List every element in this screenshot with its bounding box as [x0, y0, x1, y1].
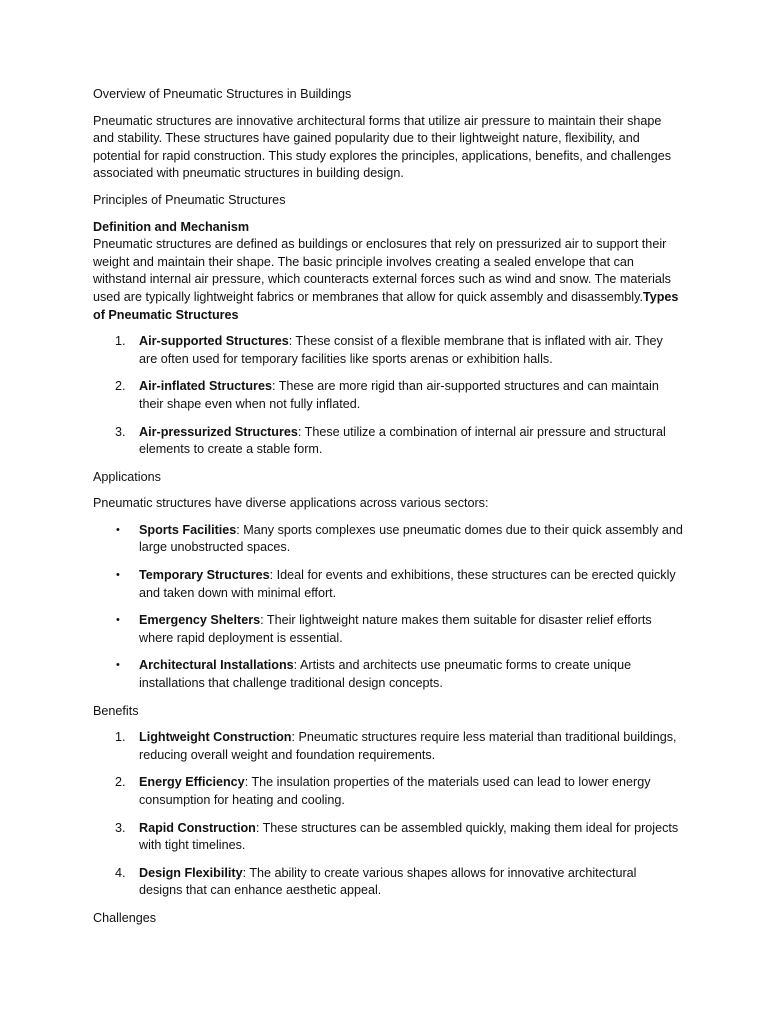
list-item-term: Energy Efficiency — [139, 775, 245, 790]
types-heading: Types of Pneumatic Structures — [93, 289, 679, 322]
list-item-desc: : These utilize a combination of internal air pressure and structural elements to create a stable form. — [139, 424, 666, 457]
list-number: 1. — [115, 730, 126, 745]
list-item — [93, 729, 683, 764]
document-title: Overview of Pneumatic Structures in Buildings — [93, 87, 352, 101]
list-item-desc: : The ability to create various shapes allows for innovative architectural designs that can enhance aesthetic appeal. — [139, 865, 637, 898]
list-item-term: Air-pressurized Structures — [139, 424, 298, 439]
benefits-list — [93, 729, 683, 900]
benefits-heading: Benefits — [93, 703, 139, 718]
principles-heading: Principles of Pneumatic Structures — [93, 192, 286, 207]
list-item-term: Air-inflated Structures — [139, 379, 272, 394]
list-item — [93, 333, 683, 368]
list-item-term: Emergency Shelters — [139, 613, 261, 628]
list-item-term: Rapid Construction — [139, 820, 256, 835]
list-item-desc: : These structures can be assembled quickly, making them ideal for projects with tight timelines. — [139, 820, 679, 853]
list-item — [93, 378, 683, 413]
list-item — [93, 567, 683, 602]
list-number: 2. — [115, 775, 126, 790]
bullet-marker: • — [116, 569, 120, 582]
list-item-term: Architectural Installations — [139, 658, 294, 673]
definition-subheading: Definition and Mechanism — [93, 219, 250, 234]
applications-heading: Applications — [93, 469, 161, 484]
list-item — [93, 774, 683, 809]
bullet-marker: • — [116, 523, 120, 536]
list-item-desc: : Artists and architects use pneumatic forms to create unique installations that challenge traditional design concepts. — [139, 658, 632, 691]
types-list — [93, 333, 683, 459]
list-item — [93, 522, 683, 557]
list-number: 1. — [115, 334, 126, 349]
definition-paragraph — [93, 236, 683, 324]
list-number: 2. — [115, 379, 126, 394]
list-number: 3. — [115, 820, 126, 835]
list-item-desc: : These are more rigid than air-supported structures and can maintain their shape even when not fully inflated. — [139, 379, 659, 411]
list-item-term: Air-supported Structures — [139, 334, 289, 349]
list-number: 3. — [115, 424, 126, 439]
list-item-term: Sports Facilities — [139, 522, 237, 537]
applications-list — [93, 522, 683, 693]
list-item-desc: : Ideal for events and exhibitions, these structures can be erected quickly and taken down with minimal effort. — [139, 568, 676, 600]
list-item-desc: : The insulation properties of the materials used can lead to lower energy consumption for heating and cooling. — [139, 775, 651, 807]
list-item — [93, 865, 683, 900]
list-item-term: Temporary Structures — [139, 568, 270, 583]
list-item — [93, 657, 683, 692]
definition-body: Pneumatic structures are defined as buildings or enclosures that rely on pressurized air to support their weight and maintain their shape. The basic principle involves creating a sealed envelope that can withstand internal air pressure, which counteracts external forces such as wind and snow. The materials used are typically lightweight fabrics or membranes that allow for quick assembly and disassembly. — [93, 237, 671, 304]
list-item-desc: : Their lightweight nature makes them suitable for disaster relief efforts where rapid deployment is essential. — [139, 613, 652, 645]
list-item — [93, 820, 683, 855]
bullet-marker: • — [116, 659, 120, 672]
document-page — [93, 86, 683, 937]
list-item-desc: : Pneumatic structures require less material than traditional buildings, reducing overall weight and foundation requirements. — [139, 730, 677, 762]
bullet-marker: • — [116, 614, 120, 627]
list-item-desc: : These consist of a flexible membrane that is inflated with air. They are often used for temporary facilities like sports arenas or exhibition halls. — [139, 334, 663, 366]
list-item-term: Lightweight Construction — [139, 730, 292, 745]
challenges-heading: Challenges — [93, 910, 157, 925]
list-item-term: Design Flexibility — [139, 865, 243, 880]
list-item — [93, 612, 683, 647]
list-item — [93, 424, 683, 459]
applications-intro: Pneumatic structures have diverse applications across various sectors: — [93, 496, 489, 511]
list-number: 4. — [115, 865, 126, 880]
list-item-desc: : Many sports complexes use pneumatic domes due to their quick assembly and large unobstructed spaces. — [139, 522, 683, 555]
intro-paragraph: Pneumatic structures are innovative architectural forms that utilize air pressure to maintain their shape and stability. These structures have gained popularity due to their lightweight nature, flexibility, and potential for rapid construction. This study explores the principles, applications, benefits, and challenges associated with pneumatic structures in building design. — [93, 113, 672, 181]
